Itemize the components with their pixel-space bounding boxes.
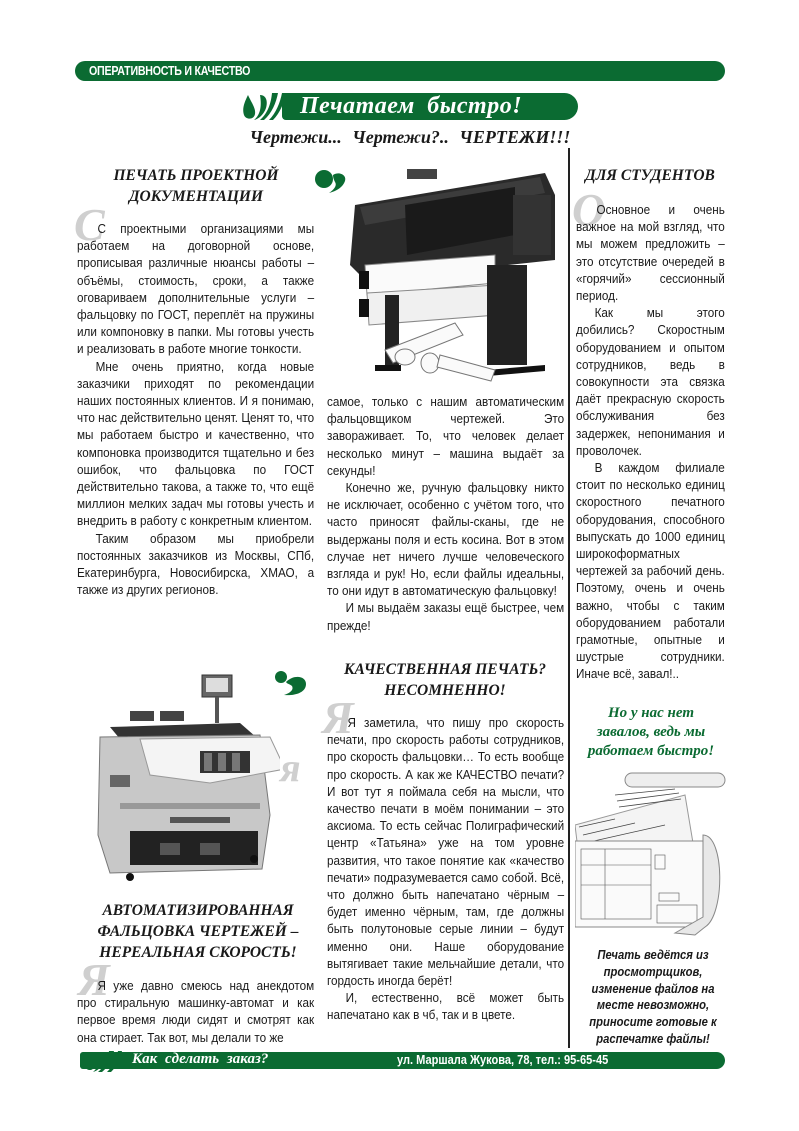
paragraph: Мне очень приятно, когда новые заказчики приходят по рекомендации наших постоянных клиентов. И я понимаю, что нас действительно ценят. Ценят то, что мы работаем быстро и качественно, что компоновка производится тщательно и без ошибок, что фальцовка по ГОСТ действительно такова, а также то, что ещё миллион мелких задач мы готовы учесть и внедрить в работу с конкретным клиентом. — [77, 359, 315, 529]
paragraph: Я уже давно смеюсь над анекдотом про стиральную машинку-автомат и как первое время люди сидят и смотрят как она стирает. Так вот, мы делали то же — [77, 979, 315, 1045]
heading-line: ПЕЧАТЬ ПРОЕКТНОЙ — [113, 167, 279, 184]
heading-line: ДОКУМЕНТАЦИИ — [128, 188, 264, 205]
copier-folder-image — [90, 665, 280, 885]
article-for-students — [576, 202, 725, 684]
highlight-line: завалов, ведь мы — [596, 724, 706, 740]
paragraph: Основное и очень важное на мой взгляд, что мы можем предложить – это отсутствие очередей в «горячий» сессионный период. — [576, 203, 725, 304]
plotter-image — [345, 165, 560, 385]
paragraph: В каждом филиале стоит по несколько единиц скоростного печатного оборудования, способного выпускать до 1000 единиц широкоформатных чертежей за рабочий день. Поэтому, очень и очень важно, чтобы с таким оборудованием работали грамотные, опытные и шустрые сотрудники. Иначе всё, завал!.. — [576, 461, 725, 682]
dropcap-decorative: я — [280, 745, 301, 790]
paragraph: Я заметила, что пишу про скорость печати, про скорость работы сотрудников, про скорость фальцовки… То есть вообще про скорость. А как же КАЧЕСТВО печати? И вот тут я поймала себя на мысли, что качество печати в моём понимании – это аксиома. То есть сейчас Полиграфический центр «Татьяна» уже на том уровне развития, что такое понятие как «качество печати» подразумевается само собой. Всё, что должно быть напечатано чёрным – будет именно чёрным, там, где должны быть полутоновые серые линии – будут именно они. Наше оборудование вытягивает такие мельчайшие детали, что гордость иногда берёт! — [327, 716, 565, 989]
brand-drops-icon — [240, 91, 286, 121]
dropcap: Я — [322, 692, 354, 743]
paragraph: И, естественно, всё может быть напечатано как в чб, так и в цвете. — [327, 991, 565, 1023]
heading-quality-print — [327, 659, 563, 701]
dropcap: С — [74, 199, 105, 250]
heading-auto-folding — [80, 900, 316, 963]
heading-line: НЕРЕАЛЬНАЯ СКОРОСТЬ! — [99, 944, 297, 961]
dropcap: Я — [78, 954, 110, 1005]
dropcap: О — [572, 184, 606, 235]
article-auto-folding-continued — [327, 394, 564, 635]
headline-title: Печатаем быстро! — [300, 93, 523, 119]
section-label: ОПЕРАТИВНОСТЬ И КАЧЕСТВО — [89, 63, 251, 78]
section-header-bar — [75, 61, 725, 81]
heading-project-docs — [80, 165, 312, 207]
article-quality-print — [327, 715, 564, 1025]
article-auto-folding-start — [77, 978, 314, 1047]
footer-bar — [80, 1052, 725, 1069]
green-quote-mark-icon — [272, 668, 308, 698]
heading-line: НЕСОМНЕННО! — [384, 682, 506, 699]
highlight-quote — [575, 704, 727, 761]
files-caption: Печать ведётся из просмотрщиков, изменение файлов на месте невозможно, приносите готовые к распечатке файлы! — [589, 948, 717, 1046]
how-to-order-label: Как сделать заказ? — [132, 1051, 269, 1067]
headline-banner — [282, 93, 578, 120]
heading-line: АВТОМАТИЗИРОВАННАЯ — [102, 902, 294, 919]
paragraph: И мы выдаём заказы ещё быстрее, чем прежде! — [327, 601, 565, 633]
heading-line: КАЧЕСТВЕННАЯ ПЕЧАТЬ? — [343, 661, 547, 678]
highlight-line: Но у нас нет — [607, 705, 694, 721]
heading-for-students: ДЛЯ СТУДЕНТОВ — [585, 167, 715, 184]
column-divider — [568, 148, 570, 1048]
blueprint-rolls-image — [575, 765, 727, 937]
heading-line: ФАЛЬЦОВКА ЧЕРТЕЖЕЙ – — [97, 923, 299, 940]
paragraph: самое, только с нашим автоматическим фальцовщиком чертежей. Это завораживает. То, что человек делает несколько минут – машина выдаёт за секунды! — [327, 395, 565, 478]
contact-address: ул. Маршала Жукова, 78, тел.: 95-65-45 — [397, 1052, 609, 1067]
article-project-docs — [77, 221, 314, 599]
green-quote-mark-icon — [313, 167, 349, 197]
paragraph: Таким образом мы приобрели постоянных заказчиков из Москвы, СПб, Екатеринбурга, Новосибирска, ХМАО, а также из других регионов. — [77, 531, 315, 598]
subtitle: Чертежи... Чертежи?.. ЧЕРТЕЖИ!!! — [249, 127, 571, 147]
paragraph: С проектными организациями мы работаем на договорной основе, прописывая различные нюансы работы – объёмы, стоимость, сроки, а также оговариваем дополнительные услуги – фальцовку по ГОСТ, переплёт на пружины или компоновку в папки. Мы готовы учесть и реализовать в работе многие тонкости. — [77, 222, 315, 357]
highlight-line: работаем быстро! — [587, 743, 715, 759]
paragraph: Конечно же, ручную фальцовку никто не исключает, особенно с учётом того, что часто приносят файлы-сканы, где не выдержаны поля и есть косина. Вот в этом случае нет ничего лучше человеческого взгляда и рук! Но, если файлы идеальны, то они идут в автоматическую фальцовку! — [327, 481, 565, 599]
paragraph: Как мы этого добились? Скоростным оборудованием и опытом сотрудников, ведь в совокупности эта связка даёт прекрасную скорость обслуживания без задержек, непонимания и проволочек. — [576, 306, 725, 458]
